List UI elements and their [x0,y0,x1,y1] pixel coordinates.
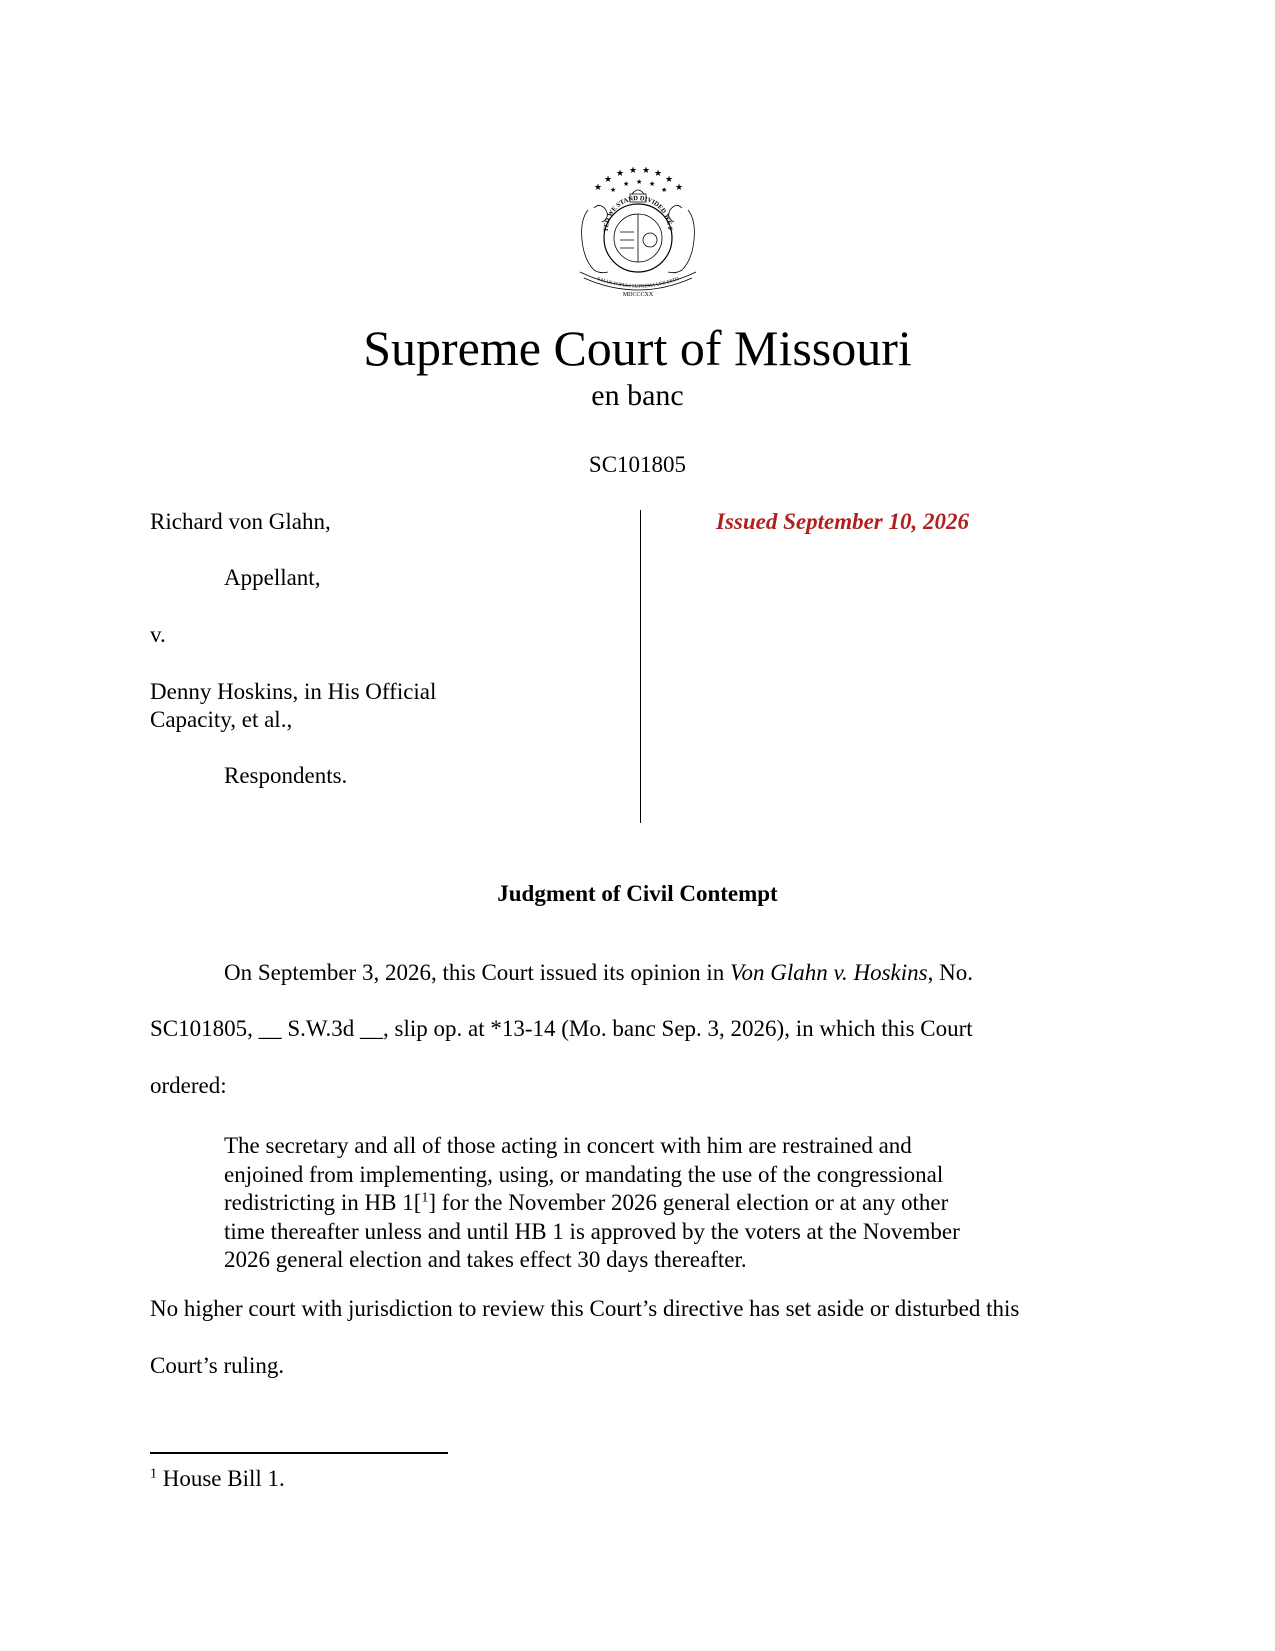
para1-line1: On September 3, 2026, this Court issued its opinion in Von Glahn v. Hoskins, No. [224,960,973,985]
svg-text:★: ★ [616,168,625,178]
footnote [150,1465,285,1493]
svg-text:★: ★ [642,165,651,175]
party2-role: Respondents. [224,763,348,788]
court-seal [558,150,718,310]
issued-date: Issued September 10, 2026 [716,509,969,534]
svg-text:★: ★ [661,186,668,194]
party1-role: Appellant, [224,565,321,590]
seal-year: MDCCCXX [622,292,654,298]
svg-text:★: ★ [629,165,638,175]
party1-name: Richard von Glahn, [150,509,331,534]
svg-text:★: ★ [610,186,617,194]
quote-line2: enjoined from implementing, using, or mandating the use of the congressional [224,1161,944,1187]
party2-name-line1: Denny Hoskins, in His Official [150,679,437,704]
svg-text:★: ★ [623,180,630,188]
case-citation: Von Glahn v. Hoskins [730,960,928,985]
seal-salus: SALUS POPULI SUPREMA LEX ESTO [596,276,680,290]
para1-line2: SC101805, __ S.W.3d __, slip op. at *13-14 (Mo. banc Sep. 3, 2026), in which this Court [150,1016,973,1041]
quote-line5: 2026 general election and takes effect 30 days thereafter. [224,1247,747,1272]
party2-name-line2: Capacity, et al., [150,707,293,732]
svg-text:★: ★ [665,174,674,184]
caption-divider [640,510,641,823]
case-number: SC101805 [588,452,687,477]
quote-line1: The secretary and all of those acting in concert with him are restrained and [224,1133,912,1158]
svg-text:★: ★ [649,180,656,188]
svg-text:★: ★ [604,174,613,184]
footnote-marker: 1 [150,1466,157,1482]
para2-line2: Court’s ruling. [150,1353,285,1378]
quote-line3: redistricting in HB 1[$^1$] for the November 2026 general election or at any other [224,1190,949,1215]
svg-text:★: ★ [594,182,603,192]
svg-text:★: ★ [654,168,663,178]
svg-text:★: ★ [675,182,684,192]
document-heading: Judgment of Civil Contempt [497,881,778,906]
footnote-text: House Bill 1. [157,1466,285,1491]
block-quote [224,1132,1044,1275]
court-sitting: en banc [591,379,684,412]
footnote-rule [150,1452,448,1454]
seal-motto: TED WE STAND DIVIDED WE F [602,194,674,232]
svg-text:★: ★ [636,178,643,186]
footnote-ref: 1 [421,1190,429,1206]
para1-line3: ordered: [150,1073,227,1098]
quote-line4: time thereafter unless and until HB 1 is approved by the voters at the November [224,1218,960,1244]
para2-line1: No higher court with jurisdiction to review this Court’s directive has set aside or disturbed this [150,1296,1020,1321]
versus: v. [150,622,166,647]
court-name: Supreme Court of Missouri [363,320,912,376]
svg-text:SALUS POPULI SUPREMA LEX ESTO [596,277,680,290]
